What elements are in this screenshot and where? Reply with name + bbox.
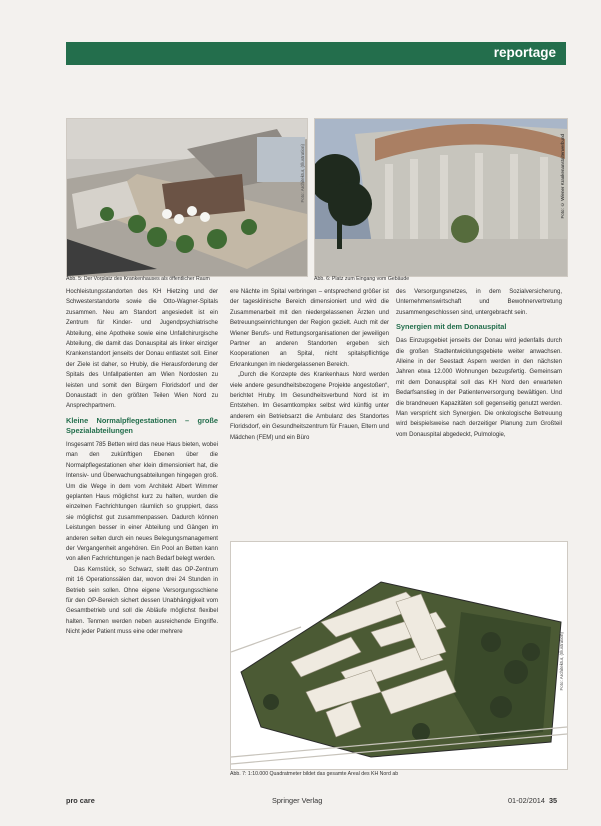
article-paragraph: Insgesamt 785 Betten wird das neue Haus bieten, wobei man den zukünftigen Ebenen über die Normalpflegestationen eher klein dimensioniert hat, die Intensiv- und Überwachungsabteilungen hingegen groß. Um die Wege in dem vom Architekt Albert Wimmer geplanten Haus möglichst kurz zu halten, wurden die einzelnen Fachrichtungen räumlich so gruppiert, dass sie möglichst gut zusammenpassen. Dadurch können Leistungen besser in einer Abteilung und Gängen im anderen selten durch ein neues Belegungsmanagement der Vergangenheit angehören. Ein Pool an Betten kann von allen Fachrichtungen je nach Bedarf belegt werden. <box>66 441 218 563</box>
image-caption: Abb. 6: Platz zum Eingang vom Gebäude <box>314 276 410 282</box>
footer-issue-date: 01-02/2014 <box>508 796 545 805</box>
article-column-3 <box>396 287 562 539</box>
image-caption: Abb. 5: Der Vorplatz des Krankenhauses als öffentlicher Raum <box>66 276 210 282</box>
plaza-illustration <box>67 119 307 276</box>
article-paragraph: Das Kernstück, so Schwarz, stellt das OP-Zentrum mit 16 Operationssälen dar, wovon drei 24 Stunden in Betrieb sein sollen. Ohne eigene Versorgungsschiene für den OP-Bereich sichert dessen Unabhängigkeit vom Gesamtbetrieb und soll die Abläufe möglichst flexibel halten. Tenmen werden neben ausreichende Eingriffe. Nicht jeder Patient muss eine oder mehrere <box>66 566 218 636</box>
subheading: Synergien mit dem Donauspital <box>396 322 507 332</box>
image-caption: Abb. 7: 1:10.000 Quadratmeter bildet das gesamte Areal des KH Nord ab <box>230 771 399 777</box>
article-paragraph: des Versorgungsnetzes, in dem Sozialversicherung, Unternehmenswirtschaft und Bewohnervertretung zusammengeschlossen sind, untergebracht sein. <box>396 289 562 316</box>
article-paragraph: ere Nächte im Spital verbringen – entsprechend größer ist der tagesklinische Bereich dimensioniert und wird die Zusammenarbeit mit den niedergelassenen Ärzten und Betreuungseinrichtungen der Region gezielt. Auch mit der Wiener Berufs- und Rettungsorganisationen der jeweiligen Partner an anderen Standorten ergeben sich Kooperationen an Spital, nicht spitalspflichtige Erkrankungen im niedergelassenen Bereich. <box>230 289 389 368</box>
article-column-2 <box>230 287 389 539</box>
section-title: reportage <box>493 45 556 60</box>
entrance-photo-illustration <box>315 119 567 276</box>
article-paragraph: Das Einzugsgebiet jenseits der Donau wird jedenfalls durch die großen Stadtentwicklungsgebiete weiter anwachsen. Alleine in der Seestadt Aspern werden in den nächsten Jahren etwa 12.000 Wohnungen bezugsfertig. Gemeinsam mit dem Donauspital soll das KH Nord den erwarteten Bedarfsanstieg in der Patientenversorgung bewältigen. Und die brandneuen Kapazitäten soll gegenseitig genutzt werden. Man verspricht sich Synergien. Die onkologische Betreuung wird beispielsweise nach derzeitiger Planung zum Großteil vom Donauspital abgedeckt, Pulmologie, <box>396 338 562 438</box>
article-intro-paragraph: Hochleistungsstandorten des KH Hietzing und der Schwesterstandorte sowie die Otto-Wagner-Spitals zusammen. Neu am Standort angesiedelt ist ein Zentrum für Kinder- und Jugendpsychiatrische Abteilung, eine Apotheke sowie eine Unfallchirurgische Abteilung, die damit das Donauspital als linker einziger Krankenstandort jenseits der Donau entlastet soll. Einer der Ziele ist daher, so Hrubiy, die Herausforderung der Spitals des Unfallpatienten am Wien Nordosten zu leisten und somit den Bürgern Floridsdorf und der Donaustadt in den größten Teilen Wien Nord zu Ansprechpartnern. <box>66 289 218 410</box>
section-header-bar <box>66 42 566 65</box>
site-plan-illustration <box>231 542 567 769</box>
article-paragraph: „Durch die Konzepte des Krankenhaus Nord werden viele andere gesundheitsbezogene Projekte angestoßen“, berichtet Hruby. Im Gesundheitsverbund Nord ist im Entstehen. Im Gesamtkomplex selbst wird künftig unter anderem ein Betriebsarzt die Ambulanz des Standortes Floridsdorf, ein Gesundheitszentrum für Frauen, Eltern und Mädchen (FEM) und ein Büro <box>230 372 389 441</box>
article-column-1 <box>66 287 218 781</box>
photo-plaza <box>66 118 308 277</box>
photo-credit: Foto: Architektur, (Illustration) <box>300 144 305 203</box>
photo-entrance <box>314 118 568 277</box>
page-number: 35 <box>549 796 558 805</box>
subheading: Kleine Normalpflegestationen – große Spezialabteilungen <box>66 415 218 435</box>
photo-credit: Foto: © Wiener Krankenanstaltenverbund <box>560 134 565 219</box>
site-plan-image <box>230 541 568 770</box>
photo-credit: Foto: Architektur, (Illustration) <box>559 632 564 691</box>
footer-publisher: Springer Verlag <box>272 796 323 805</box>
footer-publication: pro care <box>66 796 95 805</box>
